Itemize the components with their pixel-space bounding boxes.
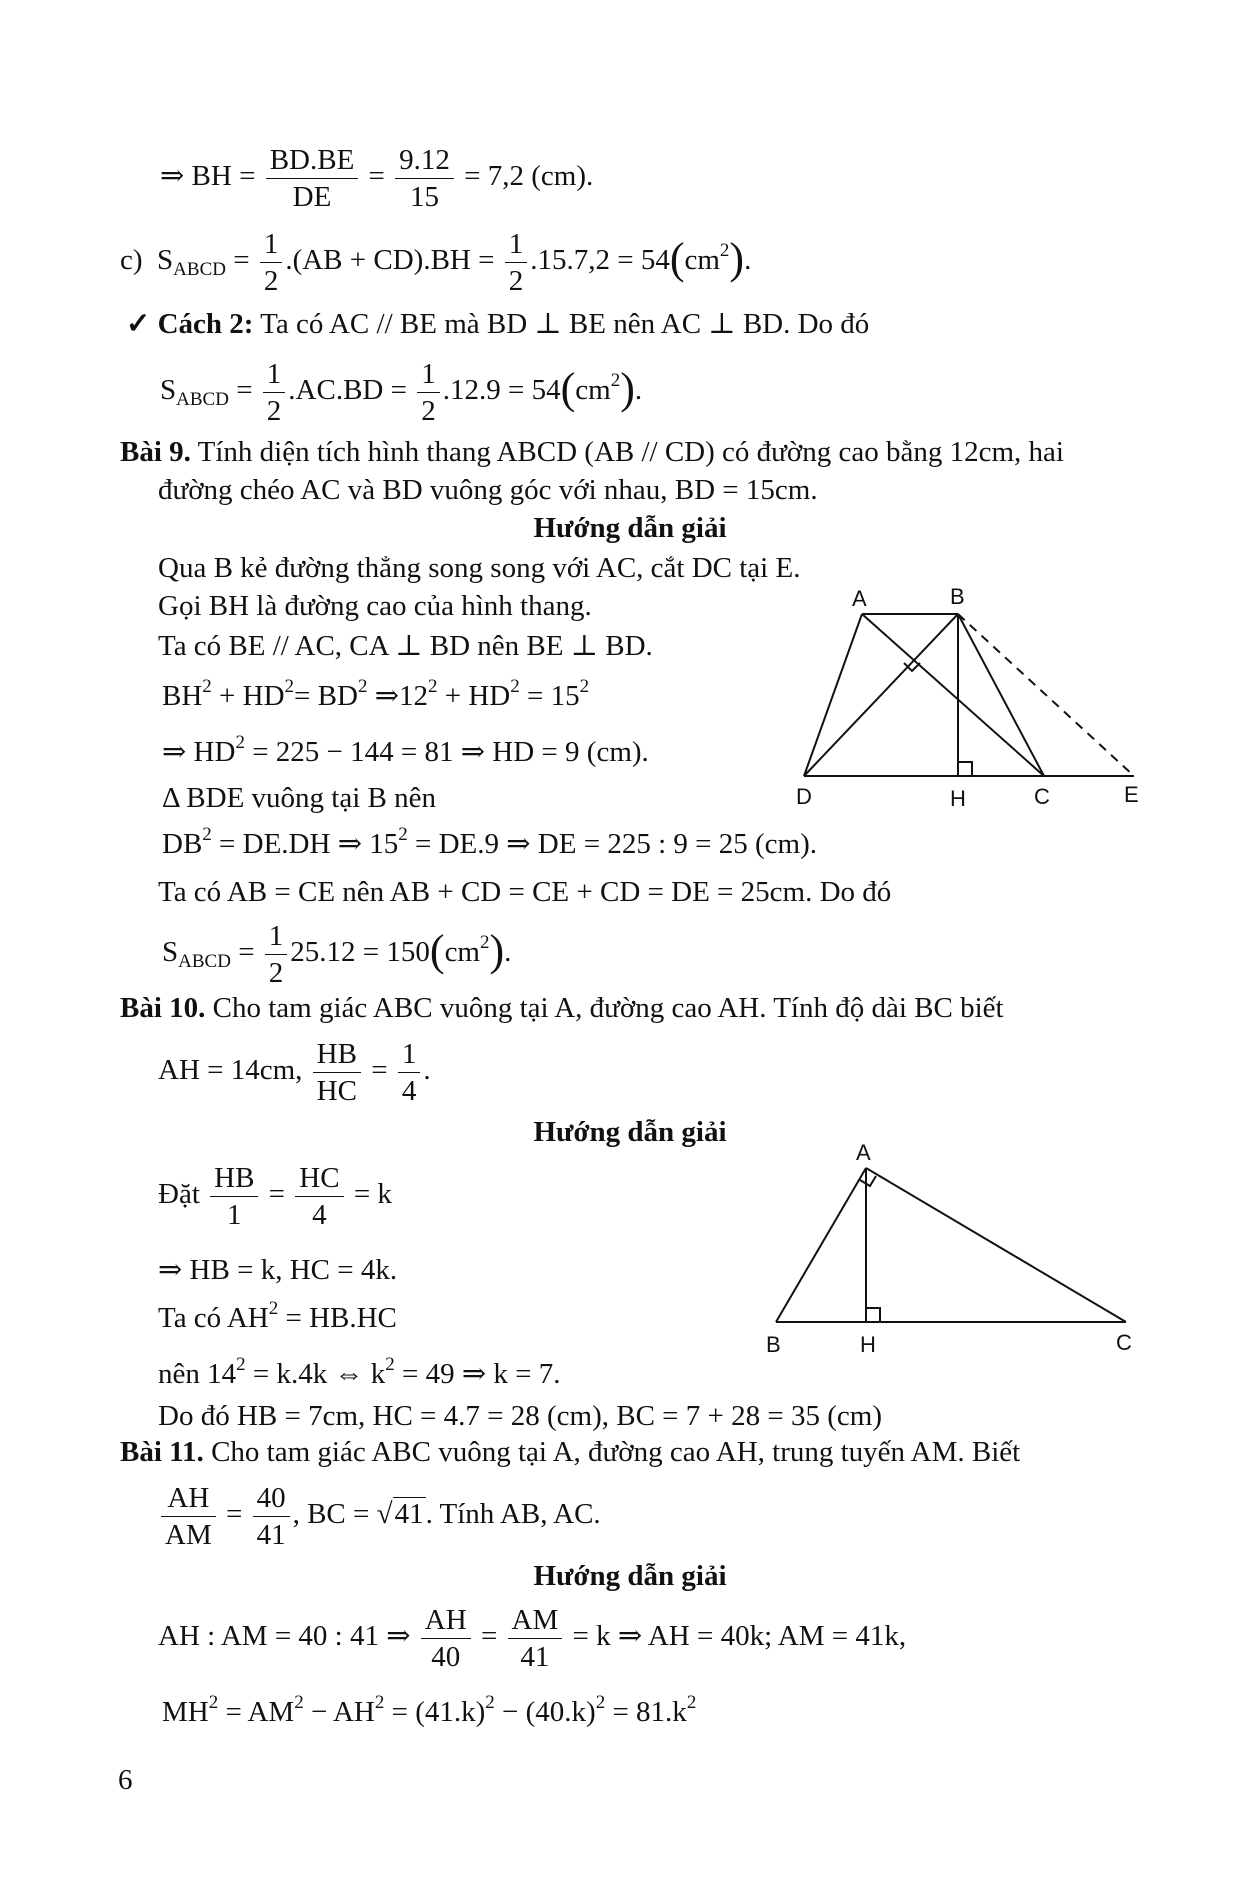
cach2-formula: $S_{ABCD}$ = $\frac{1}{2}$ .AC.BD = $\frac{1}{2}$ $.12.9 = 54(cm^2)$. bbox=[160, 358, 643, 427]
fig-label: A bbox=[856, 1140, 871, 1165]
bh-formula-line: ⇒ BH = $\frac{BD.BE}{DE}$ = $\frac{9.12}{15}$ = 7,2 (cm). bbox=[160, 144, 594, 213]
fraction: $\frac{HB}{1}$ bbox=[210, 1160, 258, 1233]
bai10-line3: Ta có $AH^2 = HB.HC$ bbox=[158, 1298, 397, 1334]
bai9-heading: Hướng dẫn giải bbox=[533, 512, 727, 544]
fig-label: D bbox=[796, 784, 812, 809]
fig-label: B bbox=[950, 584, 965, 609]
right-angle-h-icon bbox=[958, 762, 972, 776]
right-triangle-figure bbox=[760, 1140, 1160, 1360]
edge-bc bbox=[958, 614, 1044, 776]
bai9-line3: Ta có BE // AC, CA ⊥ BD nên BE ⊥ BD. bbox=[158, 630, 653, 662]
fraction: $\frac{AM}{41}$ bbox=[508, 1602, 563, 1675]
fig-label: B bbox=[766, 1332, 781, 1357]
fraction: $\frac{1}{2}$ bbox=[263, 356, 286, 429]
bai9-line2: Gọi BH là đường cao của hình thang. bbox=[158, 590, 592, 622]
edge-ad bbox=[804, 614, 862, 776]
fraction: $\frac{HC}{4}$ bbox=[295, 1160, 343, 1233]
fraction: $\frac{AH}{40}$ bbox=[421, 1602, 471, 1675]
edge-ac bbox=[866, 1168, 1126, 1322]
page-number: 6 bbox=[118, 1764, 133, 1796]
fraction: $\frac{1}{4}$ bbox=[398, 1036, 421, 1109]
fraction: $\frac{9.12}{15}$ bbox=[395, 142, 454, 215]
fig-label: H bbox=[860, 1332, 876, 1357]
bai10-given: AH = 14cm, $\frac{HB}{HC}$ = $\frac{1}{4}$ . bbox=[158, 1038, 431, 1107]
fraction: $\frac{1}{2}$ bbox=[260, 226, 283, 299]
fraction: $\frac{40}{41}$ bbox=[253, 1480, 290, 1553]
bai9-line6: Δ BDE vuông tại B nên bbox=[162, 782, 436, 814]
bai9-title-cont: đường chéo AC và BD vuông góc với nhau, BD = 15cm. bbox=[158, 474, 818, 506]
fig-label: E bbox=[1124, 782, 1139, 807]
fraction: $\frac{BD.BE}{DE}$ bbox=[266, 142, 359, 215]
bai9-area: $S_{ABCD}$ = $\frac{1}{2}$ $25.12 = 150(cm^2)$. bbox=[162, 920, 512, 989]
bai9-line7: $DB^2 = DE.DH$ ⇒ $15^2 = DE.9$ ⇒ DE = 225 : 9 = 25 (cm). bbox=[162, 824, 817, 860]
fraction: $\frac{HB}{HC}$ bbox=[313, 1036, 361, 1109]
bai10-title: Bài 10. Cho tam giác ABC vuông tại A, đường cao AH. Tính độ dài BC biết bbox=[120, 992, 1004, 1024]
right-angle-a-icon bbox=[860, 1176, 876, 1186]
bai11-title: Bài 11. Cho tam giác ABC vuông tại A, đường cao AH, trung tuyến AM. Biết bbox=[120, 1436, 1021, 1468]
edge-ab bbox=[776, 1168, 866, 1322]
fig-label: C bbox=[1034, 784, 1050, 809]
check-icon: ✓ bbox=[126, 308, 151, 340]
bai10-heading: Hướng dẫn giải bbox=[533, 1116, 727, 1148]
fig-label: A bbox=[852, 586, 867, 611]
bai11-line1: AH : AM = 40 : 41 ⇒ $\frac{AH}{40}$ = $\frac{AM}{41}$ = k ⇒ AH = 40k; AM = 41k, bbox=[158, 1604, 907, 1673]
fraction: $\frac{1}{2}$ bbox=[505, 226, 528, 299]
diagonal-ac bbox=[862, 614, 1044, 776]
bai9-line1: Qua B kẻ đường thẳng song song với AC, cắt DC tại E. bbox=[158, 552, 801, 584]
bai10-line5: Do đó HB = 7cm, HC = 4.7 = 28 (cm), BC = 7 + 28 = 35 (cm) bbox=[158, 1400, 882, 1432]
cach2-line: ✓ Cách 2: Ta có AC // BE mà BD ⊥ BE nên AC ⊥ BD. Do đó bbox=[126, 308, 870, 340]
bai9-line4: $BH^2 + HD^2= BD^2$ $\Rightarrow 12^2 + HD^2 = 15^2$ bbox=[162, 676, 590, 712]
bai9-title: Bài 9. Tính diện tích hình thang ABCD (AB // CD) có đường cao bằng 12cm, hai bbox=[120, 436, 1064, 468]
bai9-line5: ⇒ $HD^2 = 225 - 144 = 81$ ⇒ HD = 9 (cm). bbox=[162, 732, 649, 768]
fraction: $\frac{1}{2}$ bbox=[265, 918, 288, 991]
bai11-line2: $MH^2 = AM^2 - AH^2 = (41.k)^2 - (40.k)^2 = 81.k^2$ bbox=[162, 1692, 697, 1728]
diagonal-bd bbox=[804, 614, 958, 776]
trapezoid-figure bbox=[790, 580, 1170, 820]
bai10-line2: ⇒ HB = k, HC = 4k. bbox=[158, 1254, 398, 1286]
bai10-dat: Đặt $\frac{HB}{1}$ = $\frac{HC}{4}$ = k bbox=[158, 1162, 392, 1231]
fig-label: C bbox=[1116, 1330, 1132, 1355]
bai9-line8: Ta có AB = CE nên AB + CD = CE + CD = DE = 25cm. Do đó bbox=[158, 876, 892, 908]
sqrt-icon: √ bbox=[376, 1498, 393, 1531]
bai11-given: $\frac{AH}{AM}$ = $\frac{40}{41}$ , BC = √41. Tính AB, AC. bbox=[158, 1480, 601, 1553]
right-angle-h-icon bbox=[866, 1308, 880, 1322]
bai10-line4: nên $14^2 = k.4k$ ⇔ $k^2 = 49$ ⇒ k = 7. bbox=[158, 1354, 561, 1390]
fraction: $\frac{AH}{AM}$ bbox=[161, 1480, 216, 1553]
fraction: $\frac{1}{2}$ bbox=[417, 356, 440, 429]
area-formula-c: c) $S_{ABCD}$ = $\frac{1}{2}$ .(AB + CD).BH = $\frac{1}{2}$ $.15.7,2 = 54(cm^2)$. bbox=[120, 228, 752, 297]
dashed-be bbox=[958, 614, 1134, 776]
fig-label: H bbox=[950, 786, 966, 811]
bai11-heading: Hướng dẫn giải bbox=[533, 1560, 727, 1592]
